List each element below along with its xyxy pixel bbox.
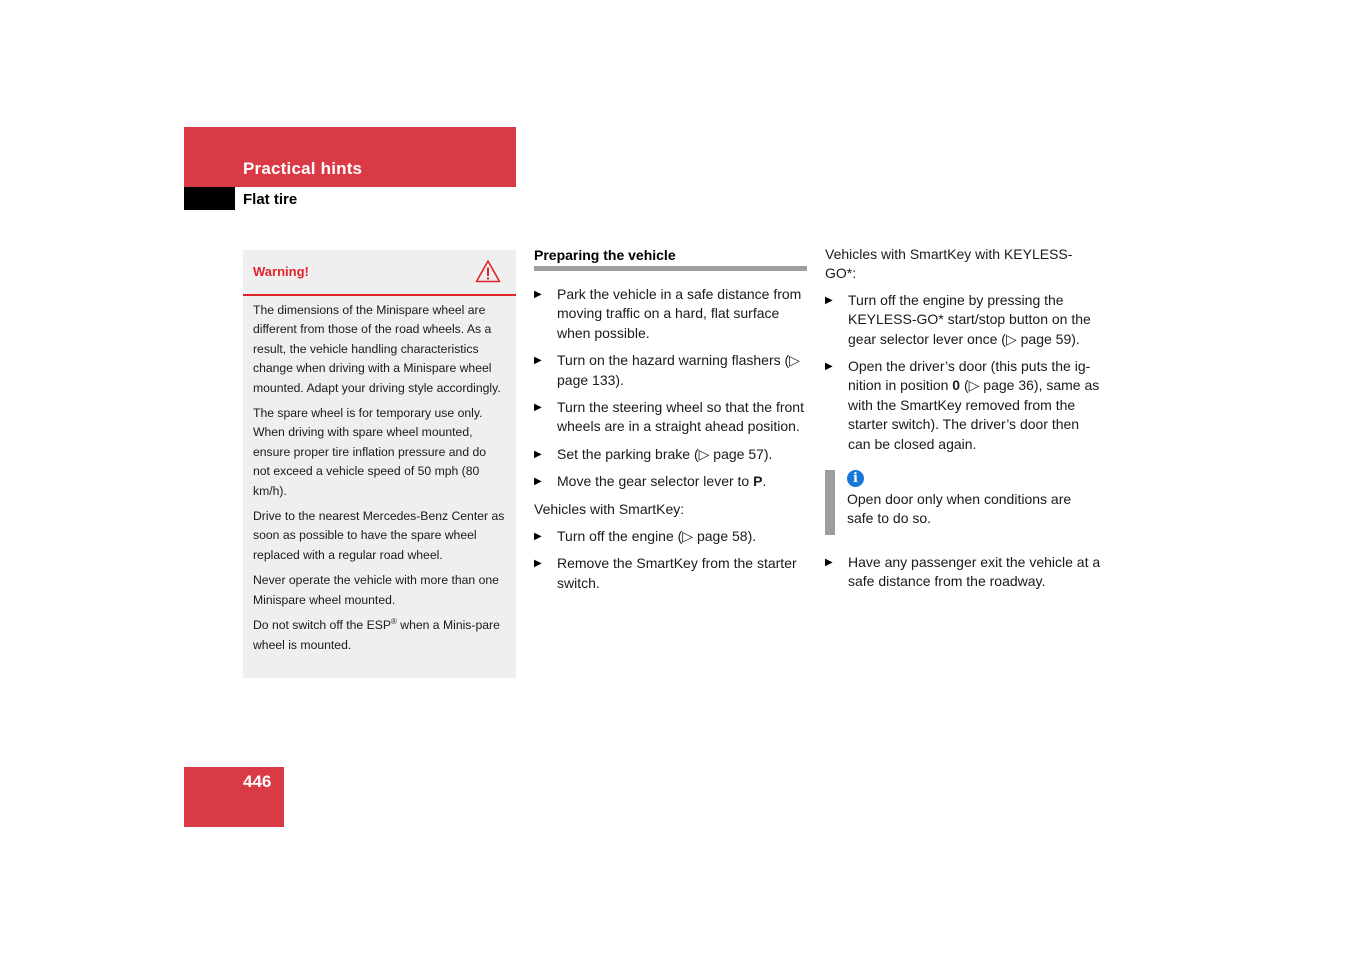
step-arrow-icon: ▶ — [825, 361, 833, 373]
step-item: ▶ Turn off the engine (▷ page 58). — [534, 527, 807, 546]
warning-box — [243, 250, 516, 678]
step-item: ▶ Remove the SmartKey from the starter switch. — [534, 555, 797, 591]
step-item: ▶ Have any passenger exit the vehicle at a safe distance from the roadway. — [825, 553, 1101, 590]
step-arrow-icon: ▶ — [534, 355, 542, 367]
step-item-door: ▶ Open the driver’s door (this puts the ig-nition in position 0 (▷ page 36), same as with the SmartKey removed from the starter switch). The driver’s door then can be closed again. — [825, 358, 1100, 452]
warning-triangle-icon — [475, 259, 501, 283]
info-bar — [825, 470, 835, 535]
step-item: ▶ Turn off the engine by pressing the KEYLESS-GO* start/stop button on the gear selector lever once (▷ page 59). — [825, 291, 1091, 347]
warning-paragraph: Never operate the vehicle with more than one Minispare wheel mounted. — [253, 573, 499, 607]
step-arrow-icon: ▶ — [534, 402, 542, 414]
preparing-heading: Preparing the vehicle — [534, 247, 676, 263]
step-arrow-icon: ▶ — [534, 476, 542, 488]
info-icon: i — [847, 470, 864, 487]
keyless-column — [825, 245, 1101, 600]
step-item: ▶ Turn the steering wheel so that the front wheels are in a straight ahead position. — [534, 399, 804, 435]
warning-paragraph: The dimensions of the Minispare wheel are different from those of the road wheels. As a result, the vehicle handling characteristics change when driving with a Minispare wheel mounted. Adapt your driving style accordingly. — [253, 303, 501, 395]
subsection-title: Flat tire — [243, 191, 298, 208]
warning-paragraph-esp: Do not switch off the ESP® when a Minis-pare wheel is mounted. — [253, 617, 500, 652]
info-text: Open door only when conditions are safe to do so. — [847, 491, 1072, 527]
warning-paragraph: Drive to the nearest Mercedes-Benz Center as soon as possible to have the spare wheel replaced with a regular road wheel. — [253, 509, 505, 562]
info-note — [825, 470, 1101, 529]
preparing-column — [534, 245, 807, 601]
step-item: ▶ Park the vehicle in a safe distance from moving traffic on a hard, flat surface when possible. — [534, 286, 802, 341]
smartkey-label: Vehicles with SmartKey: — [534, 500, 685, 517]
step-item: ▶ Set the parking brake (▷ page 57). — [534, 445, 807, 464]
step-item: ▶ Turn on the hazard warning flashers (▷ page 133). — [534, 352, 800, 388]
step-arrow-icon: ▶ — [534, 448, 542, 460]
step-arrow-icon: ▶ — [534, 531, 542, 543]
step-arrow-icon: ▶ — [825, 294, 833, 306]
page-number: 446 — [243, 772, 272, 791]
section-title: Practical hints — [243, 159, 363, 178]
keyless-label: Vehicles with SmartKey with KEYLESS-GO*: — [825, 246, 1073, 282]
step-arrow-icon: ▶ — [534, 558, 542, 570]
heading-rule — [534, 266, 807, 271]
warning-paragraph: The spare wheel is for temporary use only. When driving with spare wheel mounted, ensure proper tire inflation pressure and do not exceed a vehicle speed of 50 mph (80 km/h). — [253, 406, 487, 498]
step-arrow-icon: ▶ — [825, 556, 833, 568]
section-tab-marker — [184, 187, 235, 210]
warning-header — [243, 250, 516, 296]
step-item-gear: ▶ Move the gear selector lever to P. — [534, 472, 807, 491]
step-arrow-icon: ▶ — [534, 289, 542, 300]
warning-body — [243, 296, 516, 655]
warning-title: Warning! — [253, 264, 309, 279]
